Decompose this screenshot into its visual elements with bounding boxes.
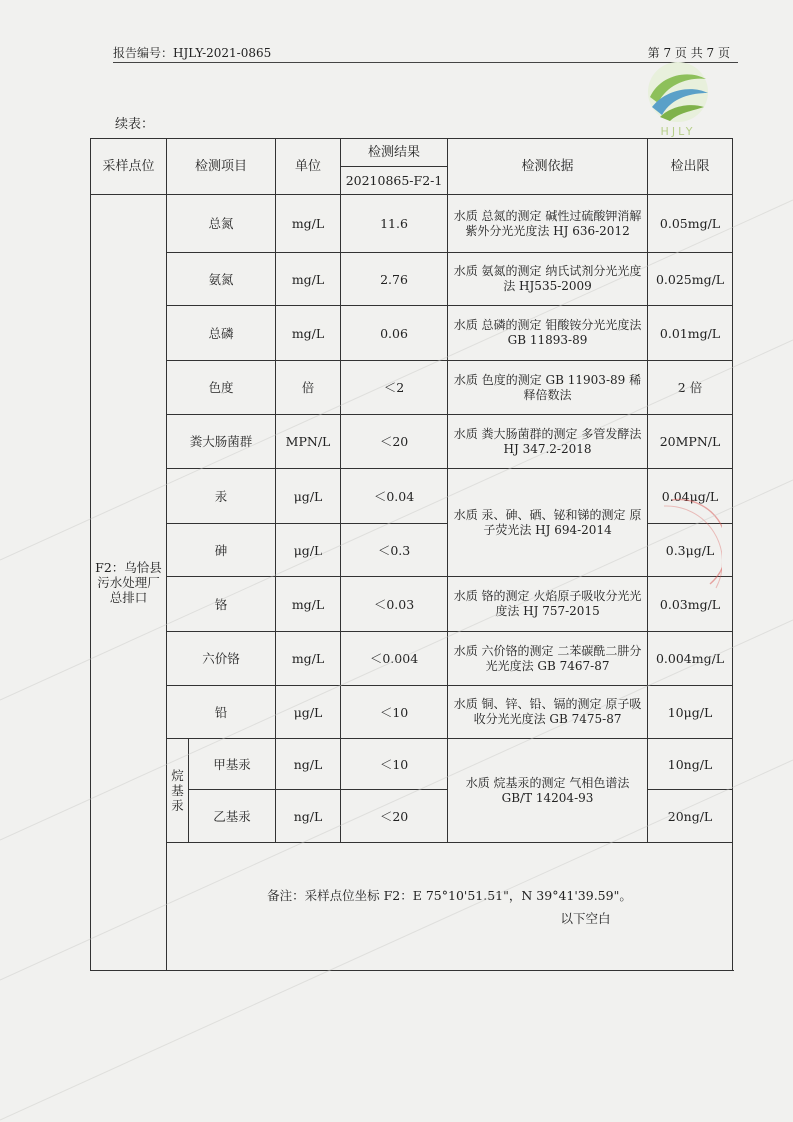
company-logo (638, 57, 718, 147)
item-unit: μg/L (276, 524, 341, 577)
item-name: 汞 (167, 469, 276, 524)
item-result: ＜0.004 (341, 632, 448, 686)
item-limit: 2 倍 (648, 361, 733, 415)
page-number: 第 7 页 共 7 页 (647, 46, 730, 60)
item-name: 色度 (167, 361, 276, 415)
item-basis: 水质 色度的测定 GB 11903-89 稀释倍数法 (448, 361, 648, 415)
item-name: 六价铬 (167, 632, 276, 686)
item-limit: 20MPN/L (648, 415, 733, 469)
item-unit: ng/L (276, 790, 341, 843)
remark-row (91, 843, 733, 971)
item-unit: μg/L (276, 686, 341, 739)
item-name: 铬 (167, 577, 276, 632)
item-basis: 水质 汞、砷、硒、铋和锑的测定 原子荧光法 HJ 694-2014 (448, 469, 648, 577)
item-result: ＜0.03 (341, 577, 448, 632)
header-limit: 检出限 (648, 139, 733, 195)
item-limit: 10μg/L (648, 686, 733, 739)
item-result: ＜2 (341, 361, 448, 415)
item-unit: μg/L (276, 469, 341, 524)
item-result: ＜20 (341, 415, 448, 469)
logo-text: HJLY (660, 125, 696, 138)
report-number: 报告编号：HJLY-2021-0865 (113, 46, 272, 60)
item-result: ＜10 (341, 739, 448, 790)
header-sample-id: 20210865-F2-1 (341, 167, 448, 195)
item-limit: 0.03mg/L (648, 577, 733, 632)
item-limit: 20ng/L (648, 790, 733, 843)
item-limit: 0.004mg/L (648, 632, 733, 686)
item-basis: 水质 总磷的测定 钼酸铵分光光度法 GB 11893-89 (448, 306, 648, 361)
item-unit: mg/L (276, 195, 341, 253)
header-item: 检测项目 (167, 139, 276, 195)
group-label: 烷基汞 (171, 768, 184, 813)
table-row (91, 306, 733, 361)
item-unit: mg/L (276, 253, 341, 306)
item-unit: mg/L (276, 632, 341, 686)
item-limit: 0.025mg/L (648, 253, 733, 306)
table-row (91, 577, 733, 632)
item-basis: 水质 总氮的测定 碱性过硫酸钾消解 紫外分光光度法 HJ 636-2012 (448, 195, 648, 253)
header-site: 采样点位 (91, 139, 167, 195)
item-unit: mg/L (276, 577, 341, 632)
header-result: 检测结果 (341, 139, 448, 167)
item-limit: 0.01mg/L (648, 306, 733, 361)
item-limit: 10ng/L (648, 739, 733, 790)
item-unit: ng/L (276, 739, 341, 790)
alkylmercury-group (167, 739, 189, 843)
item-name: 氨氮 (167, 253, 276, 306)
table-row (91, 361, 733, 415)
table-row (91, 632, 733, 686)
item-unit: MPN/L (276, 415, 341, 469)
sampling-site: F2：乌恰县污水处理厂总排口 (91, 195, 167, 971)
item-result: ＜10 (341, 686, 448, 739)
item-result: 0.06 (341, 306, 448, 361)
item-basis: 水质 铬的测定 火焰原子吸收分光光度法 HJ 757-2015 (448, 577, 648, 632)
item-result: ＜0.04 (341, 469, 448, 524)
item-result: 11.6 (341, 195, 448, 253)
table-row (91, 739, 733, 790)
item-basis: 水质 烷基汞的测定 气相色谱法 GB/T 14204-93 (448, 739, 648, 843)
remark-text: 备注：采样点位坐标 F2：E 75°10'51.51"，N 39°41'39.59"。 (267, 887, 632, 903)
header-basis: 检测依据 (448, 139, 648, 195)
item-unit: mg/L (276, 306, 341, 361)
item-name: 总氮 (167, 195, 276, 253)
item-name: 乙基汞 (189, 790, 276, 843)
item-result: ＜20 (341, 790, 448, 843)
continued-label: 续表： (115, 117, 155, 132)
header-unit: 单位 (276, 139, 341, 195)
logo-emblem-icon (638, 57, 718, 127)
table-row (91, 415, 733, 469)
item-limit: 0.05mg/L (648, 195, 733, 253)
item-basis: 水质 氨氮的测定 纳氏试剂分光光度法 HJ535-2009 (448, 253, 648, 306)
item-unit: 倍 (276, 361, 341, 415)
item-basis: 水质 六价铬的测定 二苯碳酰二肼分光光度法 GB 7467-87 (448, 632, 648, 686)
item-limit: 0.3μg/L (648, 524, 733, 577)
table-header-row (91, 139, 733, 167)
item-name: 铅 (167, 686, 276, 739)
remark-cell (167, 843, 733, 971)
item-result: 2.76 (341, 253, 448, 306)
item-basis: 水质 铜、锌、铅、镉的测定 原子吸收分光光度法 GB 7475-87 (448, 686, 648, 739)
item-name: 总磷 (167, 306, 276, 361)
table-row (91, 686, 733, 739)
item-limit: 0.04μg/L (648, 469, 733, 524)
blank-note: 以下空白 (560, 910, 611, 926)
table-row (91, 253, 733, 306)
table-row (91, 469, 733, 524)
item-name: 粪大肠菌群 (167, 415, 276, 469)
results-table (90, 138, 733, 971)
table-row (91, 195, 733, 253)
item-result: ＜0.3 (341, 524, 448, 577)
item-name: 甲基汞 (189, 739, 276, 790)
item-name: 砷 (167, 524, 276, 577)
item-basis: 水质 粪大肠菌群的测定 多管发酵法 HJ 347.2-2018 (448, 415, 648, 469)
